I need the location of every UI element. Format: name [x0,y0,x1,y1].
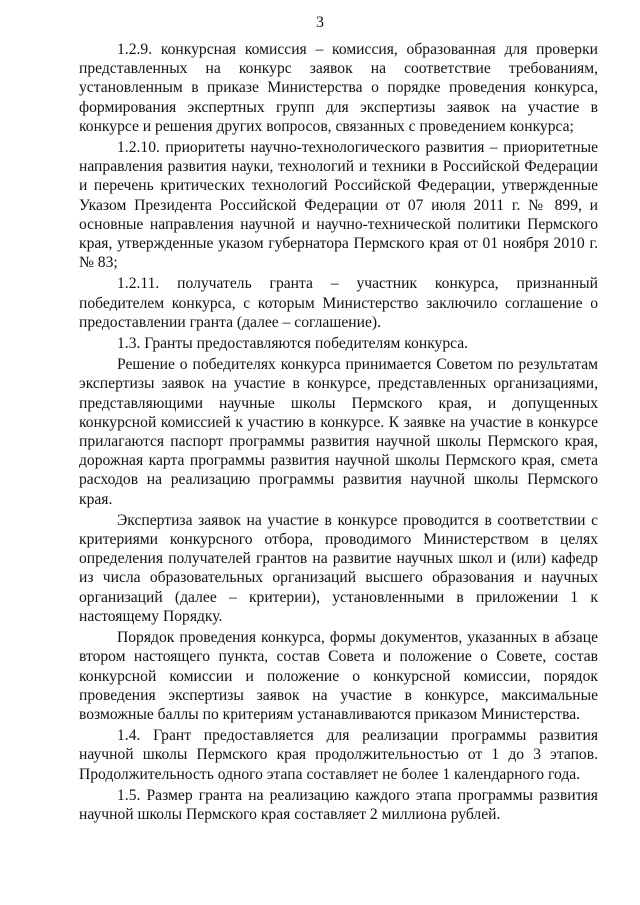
document-body [79,40,598,826]
paragraph-1-3: 1.3. Гранты предоставляются победителям конкурса. [117,335,469,353]
paragraph-1-4: 1.4. Грант предоставляется для реализации программы развития научной школы Пермского края продолжительностью от 1 до 3 этапов. Продолжительность одного этапа составляет не более 1 календарного года. [79,727,598,783]
paragraph-1-2-9: 1.2.9. конкурсная комиссия – комиссия, образованная для проверки представленных на конкурс заявок на соответствие требованиям, установленным в приказе Министерства о порядке проведения конкурса, формирования экспертных групп для экспертизы заявок на участие в конкурсе и решения других вопросов, связанных с проведением конкурса; [79,41,598,135]
paragraph-1-2-10: 1.2.10. приоритеты научно-технологического развития – приоритетные направления развития науки, технологий и техники в Российской Федерации и перечень критических технологий Российской Федерации, утвержденные Указом Президента Российской Федерации от 07 июля 2011 г. № 899, и основные направления научной и научно-технической политики Пермского края, утвержденные указом губернатора Пермского края от 01 ноября 2010 г. № 83; [79,139,598,272]
paragraph-1-2-11: 1.2.11. получатель гранта – участник конкурса, признанный победителем конкурса, с которым Министерство заключило соглашение о предоставлении гранта (далее – соглашение). [79,275,598,331]
page-number: 3 [316,14,324,31]
paragraph-procedure: Порядок проведения конкурса, формы документов, указанных в абзаце втором настоящего пункта, состав Совета и положение о Совете, состав конкурсной комиссии и положение о конкурсной комиссии, порядок проведения экспертизы заявок на участие в конкурсе, максимальные возможные баллы по критериям устанавливаются приказом Министерства. [79,629,598,723]
paragraph-expertise: Экспертиза заявок на участие в конкурсе проводится в соответствии с критериями конкурсного отбора, проводимого Министерством в целях определения получателей грантов на развитие научных школ и (или) кафедр из числа образовательных организаций высшего образования и научных организаций (далее – критерии), установленными в приложении 1 к настоящему Порядку. [79,511,598,625]
paragraph-decision: Решение о победителях конкурса принимается Советом по результатам экспертизы заявок на участие в конкурсе, представленных организациями, представляющими научные школы Пермского края, и допущенных конкурсной комиссией к участию в конкурсе. К заявке на участие в конкурсе прилагаются паспорт программы развития научной школы Пермского края, дорожная карта программы развития научной школы Пермского края, смета расходов на реализацию программы развития научной школы Пермского края. [79,356,598,508]
paragraph-1-5: 1.5. Размер гранта на реализацию каждого этапа программы развития научной школы Пермского края составляет 2 миллиона рублей. [79,786,598,823]
